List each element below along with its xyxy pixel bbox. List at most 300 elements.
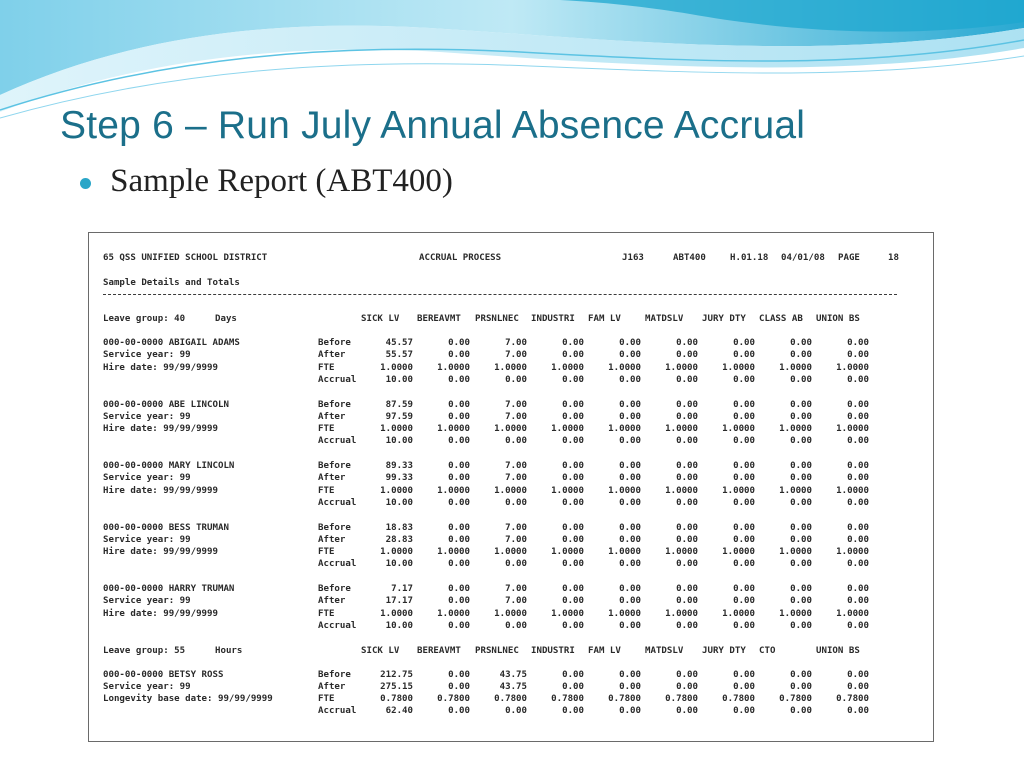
report-image: [88, 232, 934, 742]
cell-value: 0.00: [562, 596, 584, 607]
cell-value: 0.00: [733, 374, 755, 385]
cell-value: 0.00: [790, 534, 812, 545]
cell-value: 0.7800: [380, 694, 413, 705]
column-header: PRSNLNEC: [475, 645, 519, 656]
cell-value: 0.00: [562, 534, 584, 545]
cell-value: 10.00: [385, 436, 413, 447]
cell-value: 0.00: [448, 706, 470, 717]
cell-value: 1.0000: [836, 547, 869, 558]
cell-value: 0.00: [562, 669, 584, 680]
cell-value: 0.00: [676, 497, 698, 508]
cell-value: 0.00: [562, 522, 584, 533]
column-header: CTO: [759, 645, 776, 656]
cell-value: 0.00: [619, 338, 641, 348]
cell-value: 0.00: [619, 584, 641, 594]
cell-value: 0.00: [562, 436, 584, 447]
cell-value: 0.00: [562, 706, 584, 717]
cell-value: 0.00: [847, 559, 869, 570]
cell-value: 17.17: [385, 596, 413, 607]
cell-value: 1.0000: [608, 547, 641, 558]
record-row: [103, 670, 919, 682]
cell-value: 0.00: [619, 436, 641, 447]
cell-value: 0.00: [562, 338, 584, 348]
row-label: After: [318, 681, 346, 692]
record-row: [103, 694, 919, 706]
cell-value: 1.0000: [551, 547, 584, 558]
cell-value: 0.00: [847, 681, 869, 692]
cell-value: 1.0000: [551, 485, 584, 496]
cell-value: 0.00: [562, 681, 584, 692]
service-year: Service year: 99: [103, 350, 191, 361]
bullet-dot-icon: [80, 178, 91, 189]
cell-value: 0.00: [676, 399, 698, 410]
cell-value: 7.00: [505, 473, 527, 484]
cell-value: 0.00: [505, 374, 527, 385]
column-header: MATDSLV: [645, 645, 684, 656]
record-row: [103, 400, 919, 412]
cell-value: 0.00: [448, 534, 470, 545]
slide-title: Step 6 – Run July Annual Absence Accrual: [60, 104, 806, 147]
cell-value: 1.0000: [722, 424, 755, 435]
cell-value: 0.00: [619, 706, 641, 717]
cell-value: 1.0000: [494, 485, 527, 496]
cell-value: 0.00: [619, 350, 641, 361]
cell-value: 87.59: [385, 399, 413, 410]
cell-value: 43.75: [499, 669, 527, 680]
cell-value: 0.00: [733, 436, 755, 447]
cell-value: 0.00: [733, 534, 755, 545]
cell-value: 0.00: [562, 584, 584, 594]
column-header: FAM LV: [588, 314, 621, 324]
cell-value: 0.00: [847, 338, 869, 348]
column-header: CLASS AB: [759, 314, 803, 324]
base-date: Hire date: 99/99/9999: [103, 362, 218, 373]
cell-value: 0.00: [847, 584, 869, 594]
cell-value: 7.00: [505, 350, 527, 361]
cell-value: 0.00: [676, 596, 698, 607]
cell-value: 0.00: [619, 522, 641, 533]
service-year: Service year: 99: [103, 596, 191, 607]
record-row: [103, 424, 919, 436]
cell-value: 0.00: [847, 596, 869, 607]
record-row: [103, 363, 919, 375]
cell-value: 0.00: [676, 350, 698, 361]
cell-value: 0.00: [790, 350, 812, 361]
cell-value: 10.00: [385, 559, 413, 570]
cell-value: 0.00: [619, 559, 641, 570]
record-row: [103, 498, 919, 510]
cell-value: 1.0000: [494, 547, 527, 558]
cell-value: 0.00: [619, 620, 641, 631]
cell-value: 0.00: [733, 350, 755, 361]
base-date: Hire date: 99/99/9999: [103, 608, 218, 619]
cell-value: 0.00: [619, 399, 641, 410]
cell-value: 0.00: [847, 473, 869, 484]
cell-value: 0.00: [448, 669, 470, 680]
cell-value: 0.00: [562, 374, 584, 385]
cell-value: 0.00: [505, 559, 527, 570]
cell-value: 0.00: [619, 596, 641, 607]
cell-value: 1.0000: [779, 547, 812, 558]
cell-value: 0.7800: [722, 694, 755, 705]
cell-value: 1.0000: [494, 608, 527, 619]
record-row: [103, 584, 919, 596]
cell-value: 1.0000: [437, 608, 470, 619]
cell-value: 1.0000: [665, 362, 698, 373]
record-row: [103, 412, 919, 424]
record-row: [103, 350, 919, 362]
cell-value: 0.00: [733, 497, 755, 508]
report-subtitle: Sample Details and Totals: [103, 278, 240, 288]
column-header: INDUSTRI: [531, 645, 575, 656]
record-row: [103, 473, 919, 485]
cell-value: 0.00: [847, 706, 869, 717]
employee-record: [103, 584, 919, 634]
cell-value: 1.0000: [437, 362, 470, 373]
cell-value: 0.00: [790, 559, 812, 570]
cell-value: 0.00: [790, 681, 812, 692]
cell-value: 0.7800: [608, 694, 641, 705]
column-header: UNION BS: [816, 314, 860, 324]
cell-value: 0.00: [790, 620, 812, 631]
cell-value: 1.0000: [494, 362, 527, 373]
record-row: [103, 609, 919, 621]
cell-value: 0.00: [562, 399, 584, 410]
cell-value: 0.00: [448, 411, 470, 422]
record-row: [103, 559, 919, 571]
report-header: [103, 253, 919, 265]
employee-name: 000-00-0000 BESS TRUMAN: [103, 522, 229, 533]
record-row: [103, 547, 919, 559]
cell-value: 0.00: [448, 399, 470, 410]
cell-value: 0.00: [733, 461, 755, 471]
cell-value: 0.00: [790, 338, 812, 348]
cell-value: 0.00: [619, 461, 641, 471]
cell-value: 0.00: [847, 436, 869, 447]
cell-value: 0.00: [676, 559, 698, 570]
row-label: FTE: [318, 694, 335, 705]
cell-value: 0.00: [733, 620, 755, 631]
cell-value: 0.7800: [437, 694, 470, 705]
cell-value: 1.0000: [722, 362, 755, 373]
cell-value: 0.00: [790, 706, 812, 717]
cell-value: 0.00: [790, 596, 812, 607]
cell-value: 0.00: [619, 411, 641, 422]
cell-value: 0.7800: [779, 694, 812, 705]
cell-value: 0.00: [790, 584, 812, 594]
cell-value: 0.00: [619, 681, 641, 692]
cell-value: 0.00: [733, 522, 755, 533]
cell-value: 18.83: [385, 522, 413, 533]
cell-value: 1.0000: [551, 424, 584, 435]
cell-value: 0.7800: [494, 694, 527, 705]
cell-value: 1.0000: [551, 608, 584, 619]
cell-value: 1.0000: [494, 424, 527, 435]
cell-value: 0.00: [733, 669, 755, 680]
record-row: [103, 375, 919, 387]
cell-value: 0.00: [562, 350, 584, 361]
row-label: Accrual: [318, 620, 357, 631]
cell-value: 1.0000: [722, 485, 755, 496]
cell-value: 1.0000: [608, 424, 641, 435]
cell-value: 1.0000: [665, 608, 698, 619]
cell-value: 0.00: [505, 497, 527, 508]
record-row: [103, 596, 919, 608]
cell-value: 0.00: [562, 559, 584, 570]
bullet-text: Sample Report (ABT400): [110, 163, 453, 199]
cell-value: 1.0000: [779, 362, 812, 373]
report-district: 65 QSS UNIFIED SCHOOL DISTRICT: [103, 253, 268, 263]
column-header: MATDSLV: [645, 314, 684, 324]
service-year: Service year: 99: [103, 534, 191, 545]
cell-value: 7.00: [505, 596, 527, 607]
cell-value: 0.00: [733, 411, 755, 422]
cell-value: 0.00: [790, 497, 812, 508]
cell-value: 0.00: [733, 584, 755, 594]
cell-value: 1.0000: [437, 424, 470, 435]
cell-value: 1.0000: [836, 362, 869, 373]
cell-value: 0.00: [733, 681, 755, 692]
cell-value: 0.00: [448, 350, 470, 361]
header-wave-decoration: [0, 0, 1024, 120]
cell-value: 1.0000: [380, 608, 413, 619]
cell-value: 1.0000: [779, 608, 812, 619]
cell-value: 1.0000: [437, 485, 470, 496]
employee-record: [103, 338, 919, 388]
employee-name: 000-00-0000 MARY LINCOLN: [103, 461, 235, 471]
cell-value: 0.00: [619, 497, 641, 508]
cell-value: 0.00: [619, 534, 641, 545]
cell-value: 1.0000: [836, 424, 869, 435]
cell-value: 0.00: [790, 399, 812, 410]
column-header: FAM LV: [588, 645, 621, 656]
cell-value: 7.00: [505, 411, 527, 422]
cell-value: 1.0000: [836, 485, 869, 496]
cell-value: 1.0000: [551, 362, 584, 373]
service-year: Service year: 99: [103, 411, 191, 422]
cell-value: 0.00: [790, 411, 812, 422]
cell-value: 212.75: [380, 669, 413, 680]
cell-value: 0.00: [619, 374, 641, 385]
cell-value: 0.00: [505, 620, 527, 631]
record-row: [103, 523, 919, 535]
service-year: Service year: 99: [103, 681, 191, 692]
cell-value: 0.00: [448, 559, 470, 570]
row-label: After: [318, 596, 346, 607]
row-label: FTE: [318, 424, 335, 435]
cell-value: 0.00: [562, 473, 584, 484]
cell-value: 0.00: [733, 706, 755, 717]
row-label: Accrual: [318, 497, 357, 508]
row-label: Before: [318, 338, 351, 348]
cell-value: 0.00: [847, 620, 869, 631]
base-date: Longevity base date: 99/99/9999: [103, 694, 273, 705]
cell-value: 0.7800: [551, 694, 584, 705]
column-header: PRSNLNEC: [475, 314, 519, 324]
cell-value: 0.00: [676, 681, 698, 692]
cell-value: 0.00: [676, 374, 698, 385]
cell-value: 0.00: [790, 473, 812, 484]
cell-value: 7.00: [505, 338, 527, 348]
base-date: Hire date: 99/99/9999: [103, 547, 218, 558]
cell-value: 0.00: [448, 522, 470, 533]
cell-value: 28.83: [385, 534, 413, 545]
cell-value: 275.15: [380, 681, 413, 692]
cell-value: 0.00: [676, 620, 698, 631]
cell-value: 1.0000: [380, 485, 413, 496]
cell-value: 0.00: [448, 473, 470, 484]
cell-value: 7.00: [505, 522, 527, 533]
column-header: UNION BS: [816, 645, 860, 656]
row-label: Before: [318, 669, 351, 680]
cell-value: 0.00: [847, 374, 869, 385]
cell-value: 7.00: [505, 584, 527, 594]
cell-value: 1.0000: [380, 362, 413, 373]
cell-value: 45.57: [385, 338, 413, 348]
column-header: SICK LV: [361, 314, 400, 324]
cell-value: 0.00: [733, 559, 755, 570]
row-label: After: [318, 534, 346, 545]
cell-value: 0.00: [790, 436, 812, 447]
cell-value: 0.00: [733, 338, 755, 348]
cell-value: 0.00: [562, 411, 584, 422]
cell-value: 0.00: [676, 411, 698, 422]
cell-value: 0.00: [448, 461, 470, 471]
cell-value: 1.0000: [608, 362, 641, 373]
cell-value: 1.0000: [608, 608, 641, 619]
cell-value: 0.00: [790, 669, 812, 680]
cell-value: 0.00: [562, 497, 584, 508]
report-divider: [103, 294, 897, 295]
cell-value: 0.00: [733, 473, 755, 484]
bullet-item: [80, 163, 453, 200]
report-process: ACCRUAL PROCESS: [419, 253, 502, 263]
service-year: Service year: 99: [103, 473, 191, 484]
cell-value: 0.00: [733, 399, 755, 410]
column-header: BEREAVMT: [417, 645, 461, 656]
cell-value: 99.33: [385, 473, 413, 484]
cell-value: 0.00: [676, 461, 698, 471]
row-label: After: [318, 473, 346, 484]
cell-value: 0.00: [847, 534, 869, 545]
cell-value: 0.00: [676, 706, 698, 717]
cell-value: 0.00: [847, 461, 869, 471]
cell-value: 0.00: [448, 596, 470, 607]
leave-group-unit: Hours: [215, 645, 243, 656]
cell-value: 1.0000: [665, 485, 698, 496]
cell-value: 0.00: [847, 399, 869, 410]
leave-group-label: Leave group: 40: [103, 314, 186, 324]
cell-value: 1.0000: [722, 547, 755, 558]
row-label: FTE: [318, 485, 335, 496]
cell-value: 0.00: [676, 473, 698, 484]
report-date: 04/01/08: [781, 253, 825, 263]
row-label: FTE: [318, 608, 335, 619]
column-header: JURY DTY: [702, 314, 746, 324]
cell-value: 0.00: [505, 436, 527, 447]
cell-value: 0.7800: [665, 694, 698, 705]
report-version: H.01.18: [730, 253, 769, 263]
cell-value: 1.0000: [608, 485, 641, 496]
cell-value: 1.0000: [380, 547, 413, 558]
cell-value: 1.0000: [779, 485, 812, 496]
employee-record: [103, 523, 919, 573]
report-program: ABT400: [673, 253, 706, 263]
record-row: [103, 338, 919, 350]
cell-value: 0.00: [790, 374, 812, 385]
cell-value: 89.33: [385, 461, 413, 471]
base-date: Hire date: 99/99/9999: [103, 424, 218, 435]
row-label: Before: [318, 584, 351, 594]
column-header: JURY DTY: [702, 645, 746, 656]
employee-record: [103, 461, 919, 511]
cell-value: 1.0000: [836, 608, 869, 619]
cell-value: 0.00: [505, 706, 527, 717]
row-label: Before: [318, 522, 351, 533]
cell-value: 0.00: [733, 596, 755, 607]
cell-value: 0.00: [448, 620, 470, 631]
cell-value: 0.00: [847, 669, 869, 680]
cell-value: 7.00: [505, 461, 527, 471]
cell-value: 0.00: [790, 522, 812, 533]
cell-value: 0.00: [562, 461, 584, 471]
row-label: FTE: [318, 547, 335, 558]
employee-name: 000-00-0000 ABIGAIL ADAMS: [103, 338, 240, 348]
cell-value: 0.00: [847, 411, 869, 422]
row-label: Accrual: [318, 706, 357, 717]
record-row: [103, 535, 919, 547]
cell-value: 0.00: [448, 374, 470, 385]
leave-group-header: [103, 646, 919, 658]
cell-value: 0.00: [676, 338, 698, 348]
cell-value: 7.00: [505, 399, 527, 410]
cell-value: 10.00: [385, 620, 413, 631]
cell-value: 0.00: [448, 681, 470, 692]
cell-value: 0.00: [562, 620, 584, 631]
record-row: [103, 486, 919, 498]
cell-value: 7.17: [391, 584, 413, 594]
cell-value: 0.00: [448, 436, 470, 447]
employee-name: 000-00-0000 BETSY ROSS: [103, 669, 224, 680]
leave-group-header: [103, 314, 919, 326]
cell-value: 0.00: [619, 669, 641, 680]
cell-value: 10.00: [385, 497, 413, 508]
report-page-label: PAGE: [838, 253, 860, 263]
cell-value: 55.57: [385, 350, 413, 361]
record-row: [103, 682, 919, 694]
record-row: [103, 706, 919, 718]
report-job: J163: [622, 253, 644, 263]
column-header: BEREAVMT: [417, 314, 461, 324]
cell-value: 0.00: [676, 522, 698, 533]
cell-value: 0.00: [448, 338, 470, 348]
employee-record: [103, 400, 919, 450]
cell-value: 0.00: [619, 473, 641, 484]
row-label: After: [318, 411, 346, 422]
row-label: After: [318, 350, 346, 361]
leave-group-unit: Days: [215, 314, 237, 324]
cell-value: 97.59: [385, 411, 413, 422]
record-row: [103, 461, 919, 473]
cell-value: 1.0000: [779, 424, 812, 435]
row-label: FTE: [318, 362, 335, 373]
cell-value: 0.00: [790, 461, 812, 471]
cell-value: 0.00: [847, 350, 869, 361]
cell-value: 43.75: [499, 681, 527, 692]
record-row: [103, 436, 919, 448]
cell-value: 7.00: [505, 534, 527, 545]
column-header: SICK LV: [361, 645, 400, 656]
